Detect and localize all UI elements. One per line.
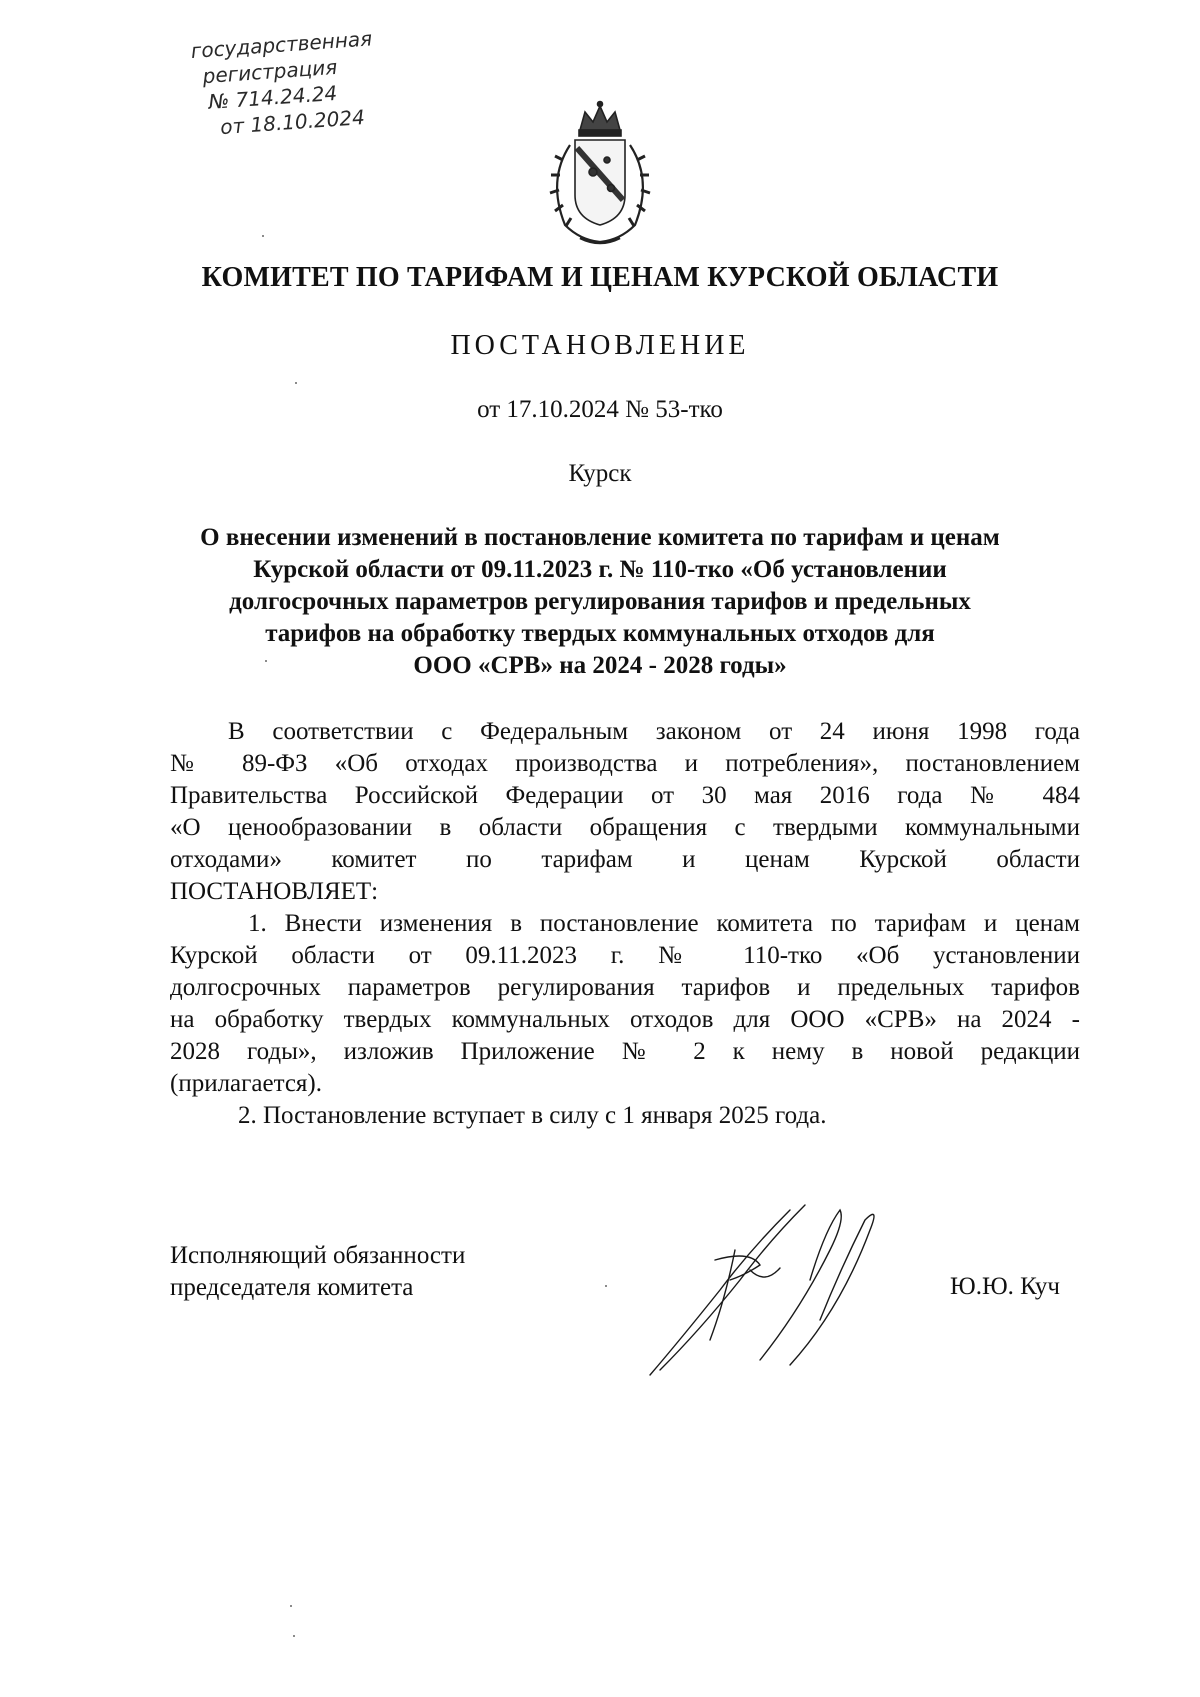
title-line: ООО «СРВ» на 2024 - 2028 годы» <box>413 652 787 679</box>
scan-speck <box>295 382 297 384</box>
body-line: долгосрочных параметров регулирования тарифов и предельных тарифов <box>170 974 1080 1001</box>
handnote-line: № 714.24.24 <box>207 80 338 114</box>
scan-speck <box>262 235 264 237</box>
title-line: О внесении изменений в постановление комитета по тарифам и ценам <box>200 524 1000 551</box>
body-line: (прилагается). <box>170 1070 323 1097</box>
position-line: Исполняющий обязанности <box>170 1242 466 1269</box>
item-2-paragraph: 2. Постановление вступает в силу с 1 января 2025 года. <box>238 1102 827 1129</box>
scan-speck <box>605 1285 607 1287</box>
title-line: Курской области от 09.11.2023 г. № 110-тко «Об установлении <box>253 556 947 583</box>
document-title <box>160 522 1040 682</box>
body-line: Курской области от 09.11.2023 г. № 110-тко «Об установлении <box>170 942 1080 969</box>
body-line: № 89-ФЗ «Об отходах производства и потребления», постановлением <box>170 750 1080 777</box>
scan-speck <box>265 660 267 662</box>
item-1-paragraph <box>170 908 1080 1100</box>
body-line: Правительства Российской Федерации от 30 мая 2016 года № 484 <box>170 782 1080 809</box>
document-number-date: от 17.10.2024 № 53-тко <box>477 396 723 423</box>
document-city: Курск <box>568 460 632 487</box>
document-body <box>170 716 1080 1132</box>
handwritten-registration-note <box>190 21 437 141</box>
signatory-position <box>170 1240 465 1304</box>
position-line: председателя комитета <box>170 1274 414 1301</box>
scan-speck <box>290 1605 292 1607</box>
handnote-line: от 18.10.2024 <box>219 105 366 140</box>
body-line: «О ценообразовании в области обращения с твердыми коммунальными <box>170 814 1080 841</box>
body-line: В соответствии с Федеральным законом от 24 июня 1998 года <box>228 718 1080 745</box>
body-line: ПОСТАНОВЛЯЕТ: <box>170 878 379 905</box>
document-type: ПОСТАНОВЛЕНИЕ <box>450 330 750 361</box>
body-line: отходами» комитет по тарифам и ценам Курской области <box>170 846 1080 873</box>
coat-of-arms-icon <box>535 100 665 250</box>
body-line: 2028 годы», изложив Приложение № 2 к нему в новой редакции <box>170 1038 1080 1065</box>
signatory-name: Ю.Ю. Куч <box>950 1273 1061 1300</box>
body-line: 1. Внести изменения в постановление комитета по тарифам и ценам <box>248 910 1080 937</box>
scan-speck <box>293 1635 295 1637</box>
body-line: на обработку твердых коммунальных отходов для ООО «СРВ» на 2024 - <box>170 1006 1080 1033</box>
handnote-line: государственная <box>190 26 373 63</box>
title-line: долгосрочных параметров регулирования тарифов и предельных <box>229 588 971 615</box>
handnote-line: регистрация <box>201 54 338 89</box>
preamble-paragraph <box>170 716 1080 908</box>
handwritten-signature-icon <box>640 1190 910 1380</box>
title-line: тарифов на обработку твердых коммунальных отходов для <box>265 620 935 647</box>
committee-name: КОМИТЕТ ПО ТАРИФАМ И ЦЕНАМ КУРСКОЙ ОБЛАСТИ <box>201 262 999 293</box>
